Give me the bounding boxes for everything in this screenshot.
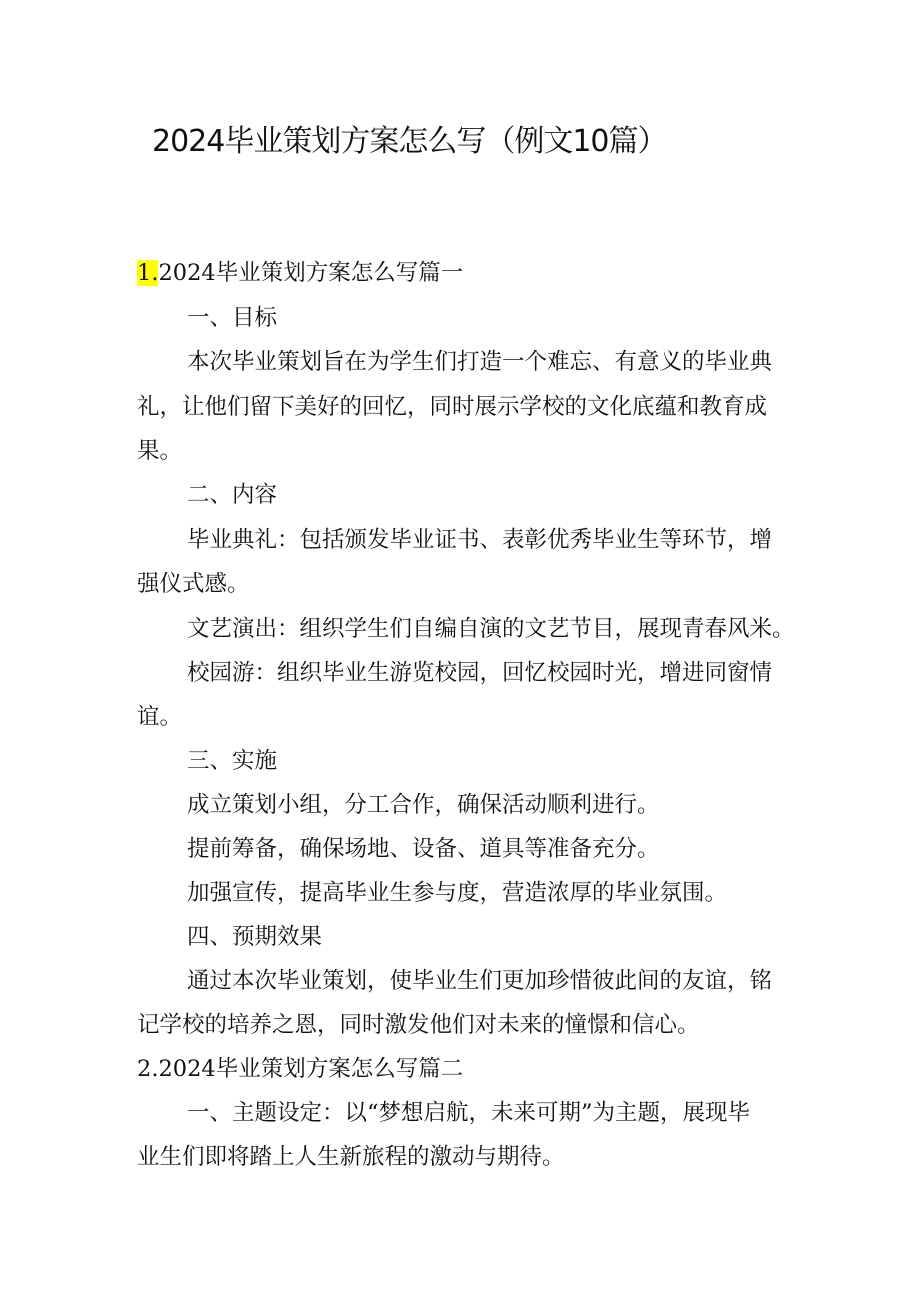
paragraph-line: 谊。 <box>137 704 183 730</box>
paragraph-line: 文艺演出：组织学生们自编自演的文艺节目，展现青春风米。 <box>187 616 795 642</box>
paragraph-line: 二、内容 <box>187 482 278 508</box>
section-1-heading <box>137 258 463 288</box>
paragraph-line: 成立策划小组，分工合作，确保活动顺利进行。 <box>187 792 660 818</box>
paragraph-line: 果。 <box>137 438 183 464</box>
paragraph-line: 业生们即将踏上人生新旅程的激动与期待。 <box>137 1144 565 1170</box>
paragraph-line: 记学校的培养之恩，同时激发他们对未来的憧憬和信心。 <box>137 1012 700 1038</box>
paragraph-line: 礼，让他们留下美好的回忆，同时展示学校的文化底蕴和教育成 <box>137 394 768 420</box>
document-title: 2024毕业策划方案怎么写（例文10篇） <box>152 124 667 159</box>
paragraph-line: 通过本次毕业策划，使毕业生们更加珍惜彼此间的友谊，铭 <box>187 968 773 994</box>
paragraph-line: 四、预期效果 <box>187 924 323 950</box>
section-1-title: 2024毕业策划方案怎么写篇一 <box>158 260 464 286</box>
paragraph-line: 三、实施 <box>187 748 278 774</box>
section-2-heading: 2.2024毕业策划方案怎么写篇二 <box>137 1056 464 1082</box>
paragraph-line: 校园游：组织毕业生游览校园，回忆校园时光，增进同窗情 <box>187 660 773 686</box>
paragraph-line: 提前筹备，确保场地、设备、道具等准备充分。 <box>187 836 660 862</box>
paragraph-line: 一、主题设定：以“梦想启航，未来可期”为主题，展现毕 <box>187 1100 751 1126</box>
paragraph-line: 一、目标 <box>187 305 278 331</box>
paragraph-line: 强仪式感。 <box>137 571 250 597</box>
paragraph-line: 本次毕业策划旨在为学生们打造一个难忘、有意义的毕业典 <box>187 349 773 375</box>
highlighted-section-number: 1. <box>137 260 159 286</box>
paragraph-line: 加强宣传，提高毕业生参与度，营造浓厚的毕业氛围。 <box>187 880 728 906</box>
paragraph-line: 毕业典礼：包括颁发毕业证书、表彰优秀毕业生等环节，增 <box>187 527 773 553</box>
